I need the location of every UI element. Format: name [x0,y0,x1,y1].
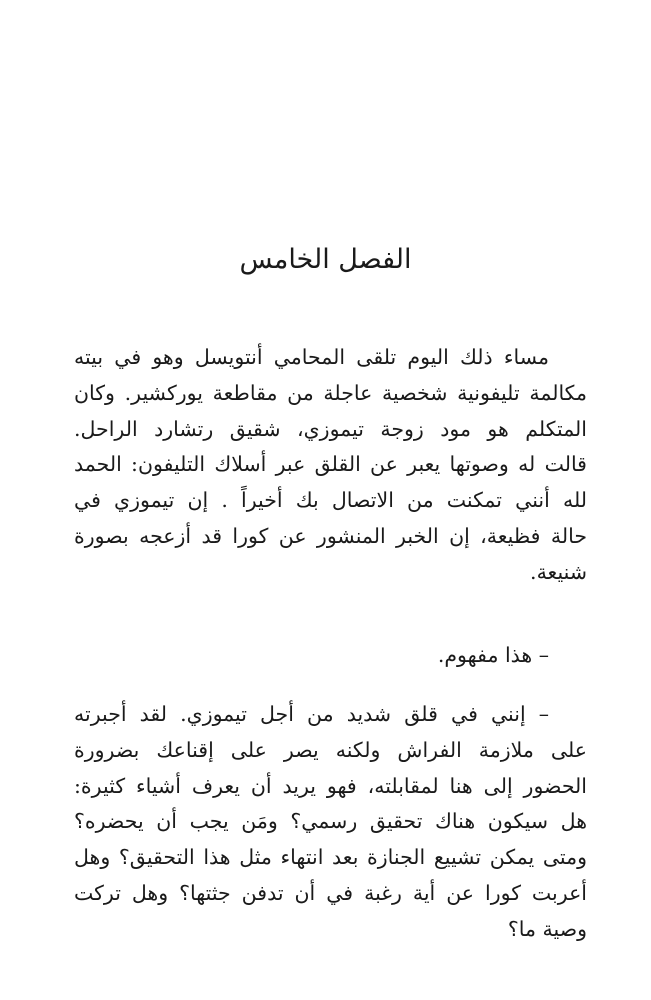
paragraph-1 [74,340,587,591]
text-line: – هذا مفهوم. [437,643,549,667]
chapter-title: الفصل الخامس [239,244,412,275]
text-line: مساء ذلك اليوم تلقى المحامي أنتويسل وهو في بيته [74,345,549,369]
text-line: وصية ما؟ [507,916,587,941]
text-line: أعربت كورا عن أية رغبة في أن تدفن جثتها؟ وهل تركت [74,880,587,905]
text-line: على ملازمة الفراش ولكنه يصر على إقناعك بضرورة [74,737,587,762]
paragraph-3 [74,697,587,948]
text-line: المتكلم هو مود زوجة تيموزي، شقيق رتشارد الراحل. [74,416,587,441]
text-line: الحضور إلى هنا لمقابلته، فهو يريد أن يعرف أشياء كثيرة: [74,773,587,798]
text-line: مكالمة تليفونية شخصية عاجلة من مقاطعة يوركشير. وكان [74,380,587,405]
text-line: لله أنني تمكنت من الاتصال بك أخيراً . إن تيموزي في [74,488,587,513]
paragraph-2 [74,638,587,674]
text-line: ومتى يمكن تشييع الجنازة بعد انتهاء مثل هذا التحقيق؟ وهل [74,845,587,870]
text-line: حالة فظيعة، إن الخبر المنشور عن كورا قد أزعجه بصورة [74,523,587,548]
text-line: شنيعة. [530,559,587,584]
text-line: – إنني في قلق شديد من أجل تيموزي. لقد أجبرته [74,702,549,726]
text-line: هل سيكون هناك تحقيق رسمي؟ ومَن يجب أن يحضره؟ [74,809,587,834]
text-line: قالت له وصوتها يعبر عن القلق عبر أسلاك التليفون: الحمد [74,452,587,477]
